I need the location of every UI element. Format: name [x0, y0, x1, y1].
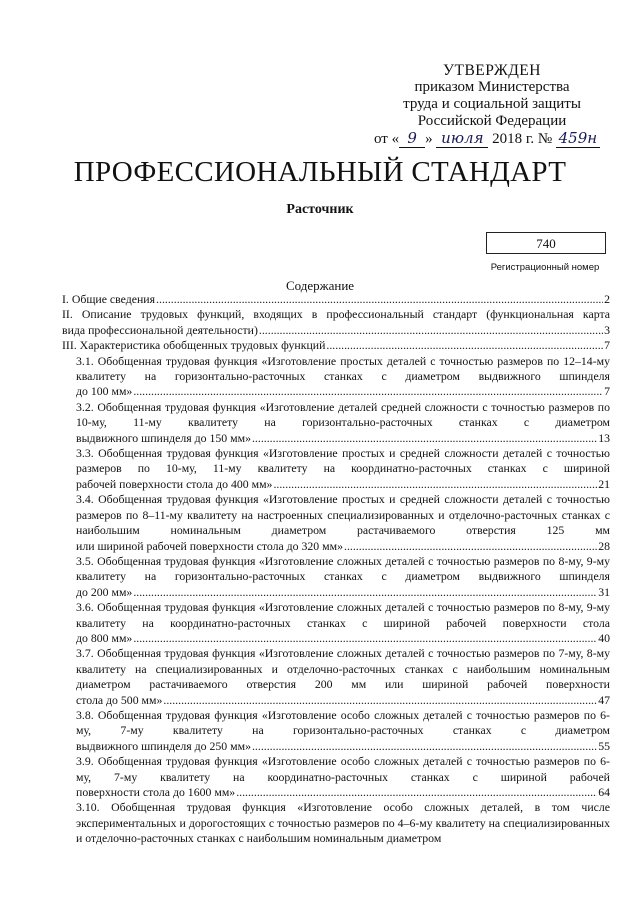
toc-entry-last-line: рабочей поверхности стола до 400 мм» — [76, 476, 273, 491]
toc-page-number: 28 — [598, 538, 610, 553]
toc-entry — [62, 292, 610, 307]
toc-entry-last-line: стола до 500 мм» — [76, 692, 163, 707]
toc-entry-last-line: выдвижного шпинделя до 150 мм» — [76, 430, 251, 445]
approved-label: УТВЕРЖДЕН — [443, 62, 541, 79]
toc-entry-text: 3.4. Обобщенная трудовая функция «Изготовление простых и средней сложности деталей с точностью размеров по 8–11-му квалитету на настроенных специализированных и отделочно-расточных станках с наибольшим номинальным диаметром растачиваемого отверстия 125 мм — [76, 492, 610, 538]
toc-leader-dots — [344, 539, 597, 554]
approval-block — [372, 62, 612, 148]
toc-page-number: 31 — [598, 584, 610, 599]
order-year: 2018 г. № — [492, 131, 553, 147]
toc-entry-text: 3.6. Обобщенная трудовая функция «Изготовление сложных деталей с точностью размеров по 8-му, 9-му квалитету на координатно-расточных станках с шириной рабочей поверхности стола — [76, 600, 610, 630]
toc-leader-dots — [252, 739, 597, 754]
toc-entry-last-line: I. Общие сведения — [62, 292, 156, 306]
table-of-contents — [62, 292, 610, 847]
toc-leader-dots — [163, 693, 597, 708]
toc-entry-last-line: поверхности стола до 1600 мм» — [76, 785, 236, 799]
toc-entry — [62, 446, 610, 492]
toc-leader-dots — [133, 585, 597, 600]
toc-entry-trailing: 3.10. Обобщенная трудовая функция «Изготовление особо сложных деталей, в том числе экспериментальных и дорогостоящих с точностью размеров по 4–6-му квалитету на специализированных и отделочно-расточных станках с наибольшим номинальным диаметром — [76, 800, 610, 846]
registration-number-label: Регистрационный номер — [490, 262, 600, 273]
toc-entry-last-line: выдвижного шпинделя до 250 мм» — [76, 738, 251, 753]
toc-page-number: 21 — [598, 476, 610, 491]
registration-number-box: 740 — [486, 232, 606, 254]
toc-page-number: 7 — [604, 338, 610, 353]
toc-leader-dots — [326, 338, 603, 353]
approval-line-1: приказом Министерства — [414, 79, 570, 95]
toc-page-number: 2 — [604, 292, 610, 306]
toc-leader-dots — [259, 323, 603, 338]
toc-entry-last-line: или шириной рабочей поверхности стола до 320 мм» — [76, 538, 343, 553]
toc-entry — [62, 708, 610, 754]
toc-entry-text: 3.8. Обобщенная трудовая функция «Изготовление особо сложных деталей с точностью размеров по 6-му, 7-му квалитету на горизонтально-расточных станках с диаметром — [76, 707, 610, 738]
approval-line-3: Российской Федерации — [417, 113, 567, 129]
order-date-line — [372, 130, 612, 148]
toc-entry-text: 3.2. Обобщенная трудовая функция «Изготовление деталей средней сложности с точностью размеров по 10-му, 11-му квалитету на горизонтально-расточных станках с диаметром — [76, 399, 610, 430]
toc-entry-last-line: до 100 мм» — [76, 384, 133, 399]
toc-page-number: 47 — [598, 692, 610, 707]
approval-line-2: труда и социальной защиты — [403, 96, 581, 112]
toc-heading: Содержание — [285, 278, 355, 293]
toc-entry-text: 3.1. Обобщенная трудовая функция «Изготовление простых деталей с точностью размеров по 12–14-му квалитету на горизонтально-расточных станках с диаметром выдвижного шпинделя — [76, 353, 610, 384]
profession-name: Расточник — [286, 202, 354, 217]
handwritten-order-number: 459н — [556, 130, 600, 148]
toc-page-number: 7 — [604, 384, 610, 399]
toc-entry — [62, 554, 610, 600]
toc-page-number: 3 — [604, 322, 610, 337]
toc-leader-dots — [133, 631, 597, 646]
toc-entry-last-line: до 800 мм» — [76, 630, 133, 645]
toc-entry-text: 3.3. Обобщенная трудовая функция «Изготовление простых и средней сложности деталей с точностью размеров по 10-му, 11-му квалитету на координатно-расточных станках с шириной — [76, 446, 610, 476]
toc-entry-last-line: до 200 мм» — [76, 584, 133, 599]
handwritten-day: 9 — [399, 130, 425, 148]
toc-page-number: 13 — [598, 430, 610, 445]
toc-entry — [62, 492, 610, 554]
toc-leader-dots — [156, 292, 603, 307]
toc-leader-dots — [273, 477, 597, 492]
toc-entry — [62, 400, 610, 446]
date-mid: » — [425, 131, 433, 147]
toc-entry — [62, 338, 610, 353]
toc-entry-last-line: III. Характеристика обобщенных трудовых функций — [62, 338, 326, 353]
toc-entry — [62, 354, 610, 400]
toc-entry — [62, 646, 610, 708]
toc-page-number: 64 — [598, 785, 610, 799]
toc-entry-last-line: вида профессиональной деятельности) — [62, 322, 258, 337]
date-prefix: от « — [374, 131, 400, 147]
toc-entry-text: 3.5. Обобщенная трудовая функция «Изготовление сложных деталей с точностью размеров по 8-му, 9-му квалитету на горизонтально-расточных станках с диаметром выдвижного шпинделя — [76, 553, 610, 584]
toc-entry-text: II. Описание трудовых функций, входящих в профессиональный стандарт (функциональная карта — [62, 307, 610, 322]
document-title: ПРОФЕССИОНАЛЬНЫЙ СТАНДАРТ — [73, 156, 567, 188]
toc-leader-dots — [252, 431, 597, 446]
toc-entry — [62, 600, 610, 646]
handwritten-month: июля — [436, 130, 488, 148]
toc-entry-text: 3.7. Обобщенная трудовая функция «Изготовление сложных деталей с точностью размеров по 7-му, 8-му квалитету на специализированных и отделочно-расточных станках с наибольшим номинальным диаметром растачиваемого отверстия 200 мм или шириной рабочей поверхности — [76, 646, 610, 692]
toc-entry — [62, 754, 610, 800]
toc-entry — [62, 307, 610, 338]
toc-page-number: 40 — [598, 630, 610, 645]
toc-page-number: 55 — [598, 738, 610, 753]
toc-entry-text: 3.9. Обобщенная трудовая функция «Изготовление особо сложных деталей с точностью размеров по 6-му, 7-му квалитету на координатно-расточных станках с шириной рабочей — [76, 754, 610, 784]
toc-leader-dots — [133, 384, 603, 399]
toc-leader-dots — [236, 785, 597, 800]
